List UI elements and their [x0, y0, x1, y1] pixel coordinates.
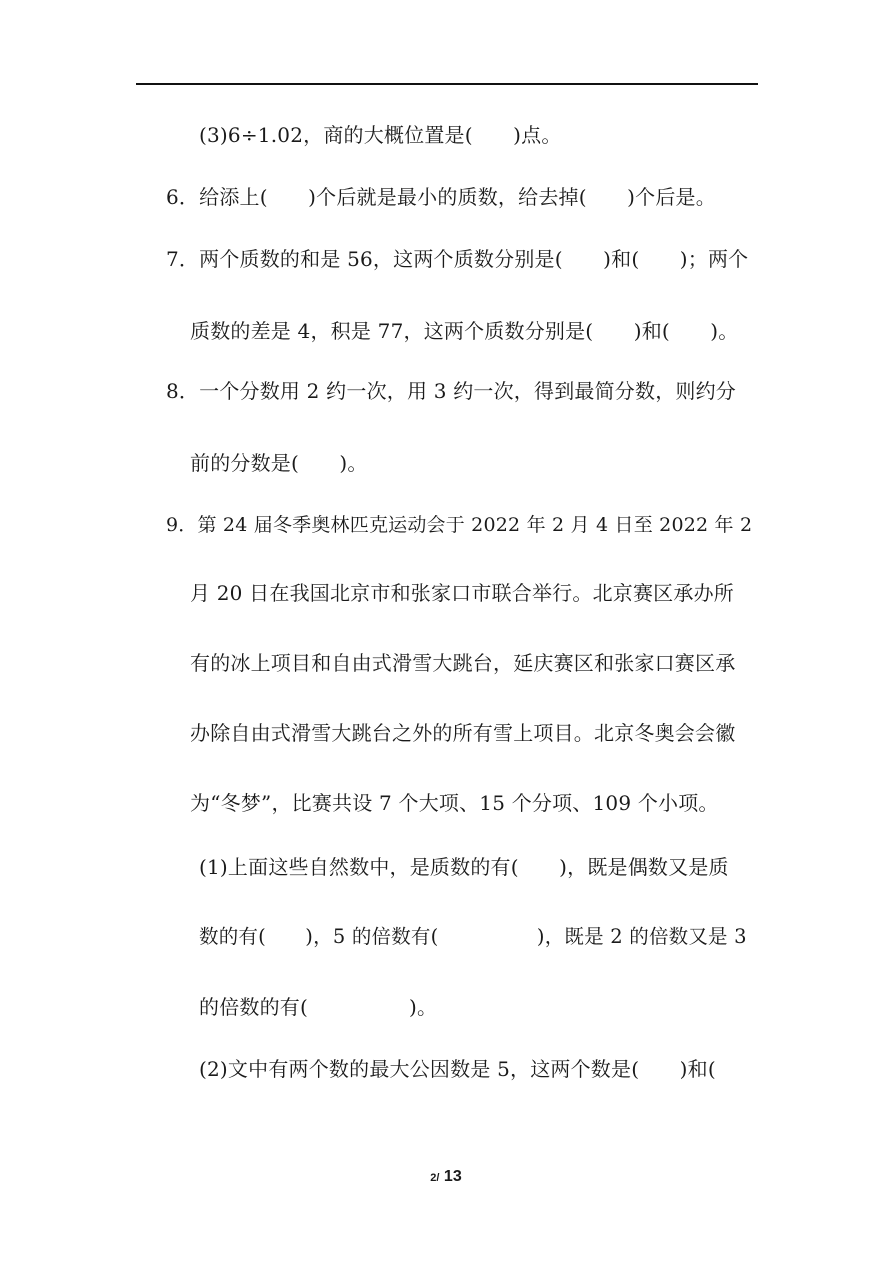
question-9-line-3: 有的冰上项目和自由式滑雪大跳台，延庆赛区和张家口赛区承	[190, 651, 736, 675]
header-rule	[136, 83, 758, 85]
question-8-line-1: 8．一个分数用 2 约一次，用 3 约一次，得到最简分数，则约分	[166, 379, 737, 403]
question-9-part-1-line-2: 数的有( )，5 的倍数有( )，既是 2 的倍数又是 3	[199, 925, 747, 948]
question-9-line-5: 为“冬梦”，比赛共设 7 个大项、15 个分项、109 个小项。	[190, 791, 719, 815]
current-page: 2/	[430, 1172, 440, 1184]
total-pages: 13	[443, 1168, 462, 1185]
question-9-line-1: 9．第 24 届冬季奥林匹克运动会于 2022 年 2 月 4 日至 2022 年 2	[166, 514, 753, 536]
question-8-line-2: 前的分数是( )。	[190, 451, 368, 475]
question-9-part-2: (2)文中有两个数的最大公因数是 5，这两个数是( )和(	[199, 1057, 716, 1081]
page-number	[0, 1168, 892, 1186]
question-9-line-2: 月 20 日在我国北京市和张家口市联合举行。北京赛区承办所	[190, 581, 734, 605]
question-7-line-2: 质数的差是 4，积是 77，这两个质数分别是( )和( )。	[190, 319, 739, 343]
question-9-part-1-line-1: (1)上面这些自然数中，是质数的有( )，既是偶数又是质	[199, 855, 729, 879]
question-7-line-1: 7．两个质数的和是 56，这两个质数分别是( )和( )；两个	[166, 247, 749, 271]
question-5-part-3: (3)6÷1.02，商的大概位置是( )点。	[199, 123, 562, 147]
question-9-line-4: 办除自由式滑雪大跳台之外的所有雪上项目。北京冬奥会会徽	[190, 721, 736, 745]
question-6: 6．给添上( )个后就是最小的质数，给去掉( )个后是。	[166, 185, 716, 209]
question-9-part-1-line-3: 的倍数的有( )。	[199, 995, 438, 1019]
